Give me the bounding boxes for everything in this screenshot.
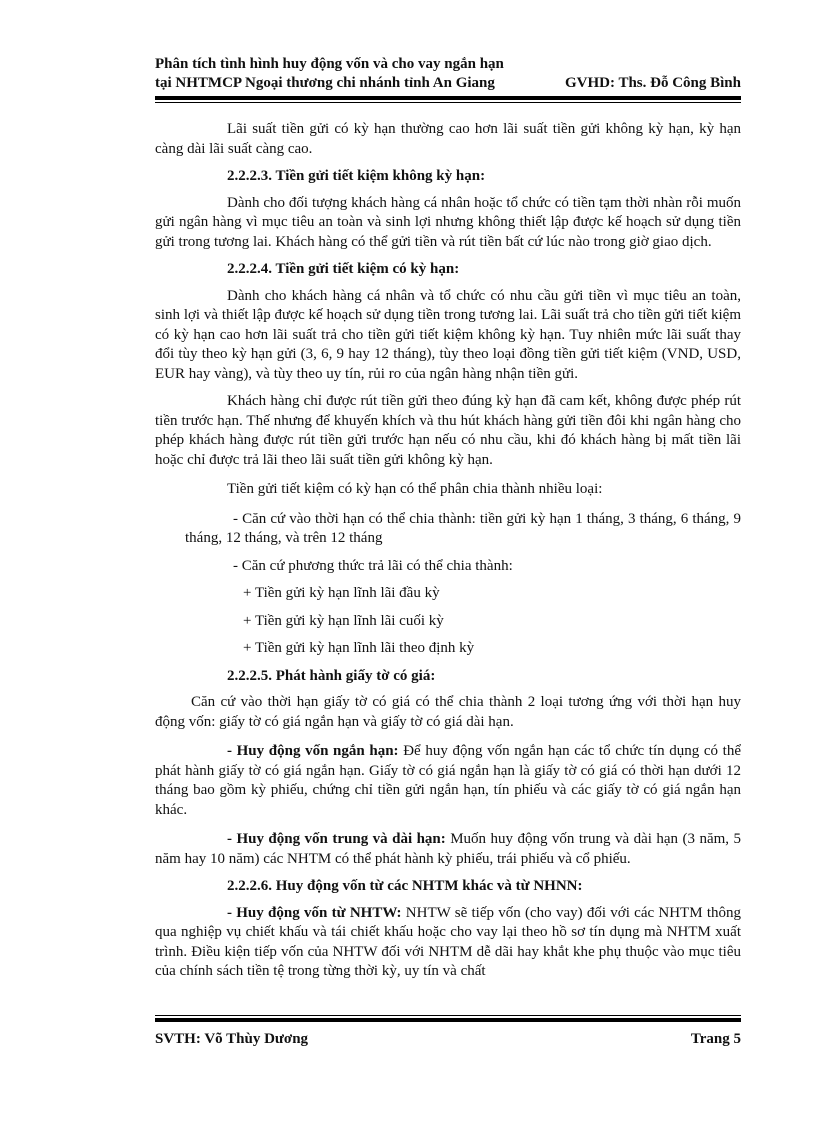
paragraph: Lãi suất tiền gửi có kỳ hạn thường cao hơn lãi suất tiền gửi không kỳ hạn, kỳ hạn càng dài lãi suất càng cao. bbox=[155, 121, 741, 157]
section-heading-2-2-2-6: 2.2.2.6. Huy động vốn từ các NHTM khác và từ NHNN: bbox=[227, 878, 583, 894]
section-heading-2-2-2-3: 2.2.2.3. Tiền gửi tiết kiệm không kỳ hạn: bbox=[227, 168, 486, 184]
footer-student: SVTH: Võ Thùy Dương bbox=[155, 1031, 309, 1047]
header-advisor: GVHD: Ths. Đỗ Công Bình bbox=[564, 75, 741, 91]
paragraph bbox=[155, 742, 741, 820]
paragraph bbox=[155, 830, 741, 869]
header-rule-thin bbox=[155, 102, 741, 103]
page-footer bbox=[155, 1031, 741, 1048]
page-number: Trang 5 bbox=[690, 1031, 741, 1047]
paragraph bbox=[155, 904, 741, 982]
list-item: - Căn cứ vào thời hạn có thể chia thành: tiền gửi kỳ hạn 1 tháng, 3 tháng, 6 tháng, 9 tháng, 12 tháng, và trên 12 tháng bbox=[185, 510, 741, 546]
header-rule-thick bbox=[155, 96, 741, 100]
header-title-line1: Phân tích tình hình huy động vốn và cho vay ngắn hạn bbox=[155, 56, 504, 72]
paragraph-text: Muốn huy động vốn trung và dài hạn (3 năm, 5 năm hay 10 năm) các NHTM có thể phát hành kỳ phiếu, trái phiếu và cổ phiếu. bbox=[155, 831, 741, 867]
bold-lead: - Huy động vốn từ NHTW: bbox=[227, 904, 402, 921]
section-heading-2-2-2-5: 2.2.2.5. Phát hành giấy tờ có giá: bbox=[227, 667, 436, 684]
sub-list-item: + Tiền gửi kỳ hạn lĩnh lãi theo định kỳ bbox=[243, 640, 475, 656]
header-row2 bbox=[155, 74, 741, 93]
header-title-line2: tại NHTMCP Ngoại thương chi nhánh tỉnh An Giang bbox=[155, 75, 495, 91]
paragraph: Dành cho khách hàng cá nhân và tổ chức có nhu cầu gửi tiền vì mục tiêu an toàn, sinh lợi và thiết lập được kế hoạch sử dụng tiền trong tương lai. Lãi suất trả cho tiền gửi tiết kiệm có kỳ hạn cao hơn lãi suất trả cho tiền gửi tiết kiệm không kỳ hạn. Tuy nhiên mức lãi suất thay đổi tùy theo kỳ hạn gửi (3, 6, 9 hay 12 tháng), tùy theo loại đồng tiền gửi tiết kiệm (VND, USD, EUR hay vàng), và tùy theo uy tín, rủi ro của ngân hàng nhận tiền gửi. bbox=[155, 287, 741, 382]
footer-rule-thin bbox=[155, 1015, 741, 1016]
paragraph-text: NHTW sẽ tiếp vốn (cho vay) đối với các NHTM thông qua nghiệp vụ chiết khấu và tái chiết khấu hoặc cho vay lại theo hồ sơ tín dụng mà NHTM xuất trình. Điều kiện tiếp vốn của NHTW đối với NHTM dễ dãi hay khắt khe phụ thuộc vào mục tiêu của chính sách tiền tệ trong từng thời kỳ, uy tín và chất bbox=[155, 904, 741, 979]
list-item: - Căn cứ phương thức trả lãi có thể chia thành: bbox=[233, 557, 513, 574]
bold-lead: - Huy động vốn trung và dài hạn: bbox=[227, 831, 446, 847]
paragraph: Dành cho đối tượng khách hàng cá nhân hoặc tổ chức có tiền tạm thời nhàn rỗi muốn gửi ngân hàng vì mục tiêu an toàn và sinh lợi nhưng không thiết lập được kế hoạch sử dụng tiền gửi trong tương lai. Khách hàng có thể gửi tiền và rút tiền bất cứ lúc nào trong giờ giao dịch. bbox=[155, 194, 741, 250]
bold-lead: - Huy động vốn ngắn hạn: bbox=[227, 743, 399, 759]
sub-list-item: + Tiền gửi kỳ hạn lĩnh lãi cuối kỳ bbox=[243, 612, 444, 629]
section-heading-2-2-2-4: 2.2.2.4. Tiền gửi tiết kiệm có kỳ hạn: bbox=[227, 261, 460, 277]
page-header bbox=[155, 55, 741, 93]
paragraph: Căn cứ vào thời hạn giấy tờ có giá có thể chia thành 2 loại tương ứng với thời hạn huy động vốn: giấy tờ có giá ngắn hạn và giấy tờ có giá dài hạn. bbox=[155, 694, 741, 730]
paragraph: Khách hàng chỉ được rút tiền gửi theo đúng kỳ hạn đã cam kết, không được phép rút tiền trước hạn. Thế nhưng để khuyến khích và thu hút khách hàng gửi tiền đôi khi ngân hàng cho phép khách hàng được rút tiền gửi trước hạn nếu có nhu cầu, khi đó khách hàng bị mất tiền lãi hoặc chỉ được trả lãi theo lãi suất tiền gửi không kỳ hạn. bbox=[155, 393, 741, 468]
sub-list-item: + Tiền gửi kỳ hạn lĩnh lãi đầu kỳ bbox=[243, 585, 440, 601]
paragraph-text: Để huy động vốn ngắn hạn các tổ chức tín dụng có thể phát hành giấy tờ có giá ngắn hạn. Giấy tờ có giá ngắn hạn là giấy tờ có giá có thời hạn dưới 12 tháng bao gồm kỳ phiếu, chứng chỉ tiền gửi ngắn hạn, tín phiếu và các giấy tờ có giá ngắn hạn khác. bbox=[155, 743, 741, 818]
paragraph: Tiền gửi tiết kiệm có kỳ hạn có thể phân chia thành nhiều loại: bbox=[227, 481, 603, 497]
page-content bbox=[155, 120, 741, 982]
footer-rule-thick bbox=[155, 1018, 741, 1022]
